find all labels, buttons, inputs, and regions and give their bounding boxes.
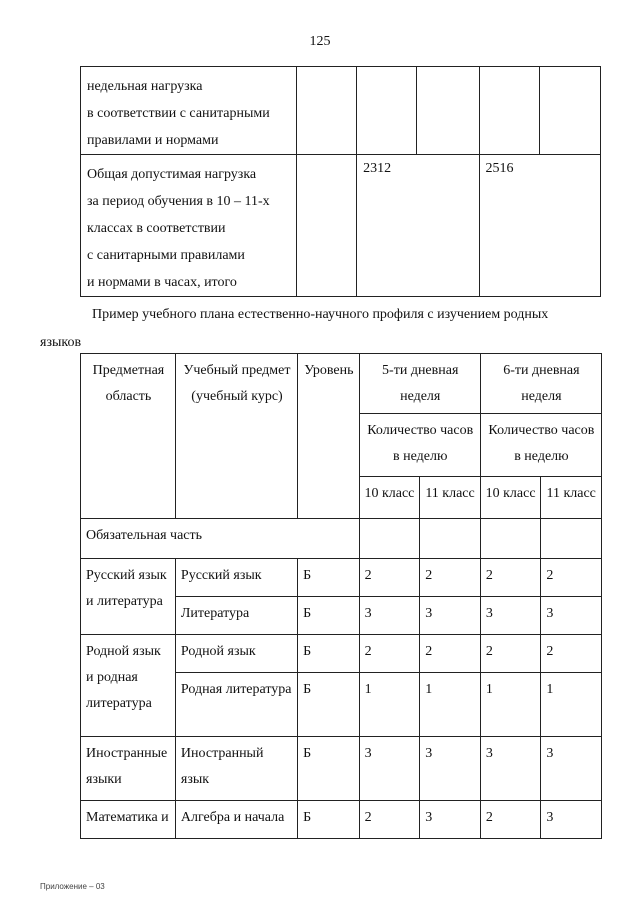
header-subject: Учебный предмет (учебный курс) bbox=[175, 354, 297, 519]
header-row bbox=[81, 354, 602, 414]
label-line: классах в соответствии bbox=[87, 221, 226, 236]
hours-cell: 3 bbox=[359, 597, 420, 635]
header-hours5: Количество часов в неделю bbox=[359, 414, 480, 477]
label-line: недельная нагрузка bbox=[87, 79, 203, 94]
page-number: 125 bbox=[309, 34, 331, 49]
hours-cell: 3 bbox=[420, 597, 481, 635]
table-cell bbox=[296, 155, 356, 297]
level-cell: Б bbox=[298, 673, 360, 737]
hours-cell: 2 bbox=[359, 635, 420, 673]
hours-cell: 2 bbox=[480, 559, 541, 597]
total-6day-value: 2516 bbox=[479, 155, 600, 297]
header-grade: 10 класс bbox=[480, 477, 541, 519]
header-level: Уровень bbox=[298, 354, 360, 519]
area-cell: Иностранные языки bbox=[81, 737, 176, 801]
subject-cell: Литература bbox=[175, 597, 297, 635]
header-grade: 11 класс bbox=[420, 477, 481, 519]
label-line: с санитарными правилами bbox=[87, 248, 245, 263]
subject-cell: Иностранный язык bbox=[175, 737, 297, 801]
label-line: за период обучения в 10 – 11-х bbox=[87, 194, 270, 209]
table-row bbox=[81, 737, 602, 801]
hours-cell: 3 bbox=[359, 737, 420, 801]
area-cell: Русский язык и литература bbox=[81, 559, 176, 635]
subject-cell: Родная литература bbox=[175, 673, 297, 737]
hours-cell: 3 bbox=[420, 737, 481, 801]
subject-cell: Алгебра и начала bbox=[175, 801, 297, 839]
label-line: в соответствии с санитарными bbox=[87, 106, 270, 121]
level-cell: Б bbox=[298, 559, 360, 597]
header-week6: 6-ти дневная неделя bbox=[480, 354, 601, 414]
hours-cell: 1 bbox=[541, 673, 602, 737]
header-week5: 5-ти дневная неделя bbox=[359, 354, 480, 414]
table-row bbox=[81, 559, 602, 597]
table-cell bbox=[359, 519, 420, 559]
label-line: правилами и нормами bbox=[87, 133, 219, 148]
hours-cell: 2 bbox=[359, 801, 420, 839]
table-cell bbox=[296, 67, 356, 155]
table-cell bbox=[539, 67, 600, 155]
table-cell bbox=[420, 519, 481, 559]
intro-paragraph-cont: языков bbox=[40, 335, 82, 350]
hours-cell: 3 bbox=[541, 737, 602, 801]
subject-cell: Русский язык bbox=[175, 559, 297, 597]
intro-paragraph: Пример учебного плана естественно-научного профиля с изучением родных bbox=[92, 307, 549, 322]
hours-cell: 3 bbox=[480, 737, 541, 801]
subject-cell: Родной язык bbox=[175, 635, 297, 673]
header-grade: 10 класс bbox=[359, 477, 420, 519]
hours-cell: 1 bbox=[480, 673, 541, 737]
load-table bbox=[80, 66, 601, 297]
header-area: Предметная область bbox=[81, 354, 176, 519]
level-cell: Б bbox=[298, 737, 360, 801]
table-cell bbox=[417, 67, 479, 155]
level-cell: Б bbox=[298, 597, 360, 635]
hours-cell: 1 bbox=[420, 673, 481, 737]
hours-cell: 3 bbox=[541, 801, 602, 839]
curriculum-table bbox=[80, 353, 602, 839]
hours-cell: 2 bbox=[541, 559, 602, 597]
hours-cell: 2 bbox=[480, 635, 541, 673]
hours-cell: 2 bbox=[420, 635, 481, 673]
section-label: Обязательная часть bbox=[81, 519, 360, 559]
hours-cell: 3 bbox=[480, 597, 541, 635]
table-row bbox=[81, 67, 601, 155]
page-footer: Приложение – 03 bbox=[40, 882, 105, 891]
table-row bbox=[81, 155, 601, 297]
level-cell: Б bbox=[298, 635, 360, 673]
table-row bbox=[81, 801, 602, 839]
table-cell bbox=[357, 67, 417, 155]
total-load-label bbox=[81, 155, 297, 297]
label-line: Общая допустимая нагрузка bbox=[87, 167, 257, 182]
section-row bbox=[81, 519, 602, 559]
area-cell: Математика и bbox=[81, 801, 176, 839]
hours-cell: 2 bbox=[541, 635, 602, 673]
total-5day-value: 2312 bbox=[357, 155, 479, 297]
header-hours6: Количество часов в неделю bbox=[480, 414, 601, 477]
header-grade: 11 класс bbox=[541, 477, 602, 519]
level-cell: Б bbox=[298, 801, 360, 839]
hours-cell: 3 bbox=[420, 801, 481, 839]
label-line: и нормами в часах, итого bbox=[87, 275, 237, 290]
area-cell: Родной язык и родная литература bbox=[81, 635, 176, 737]
hours-cell: 2 bbox=[480, 801, 541, 839]
weekly-load-label bbox=[81, 67, 297, 155]
hours-cell: 1 bbox=[359, 673, 420, 737]
table-cell bbox=[479, 67, 539, 155]
hours-cell: 3 bbox=[541, 597, 602, 635]
hours-cell: 2 bbox=[420, 559, 481, 597]
hours-cell: 2 bbox=[359, 559, 420, 597]
table-cell bbox=[480, 519, 541, 559]
table-row bbox=[81, 635, 602, 673]
table-cell bbox=[541, 519, 602, 559]
